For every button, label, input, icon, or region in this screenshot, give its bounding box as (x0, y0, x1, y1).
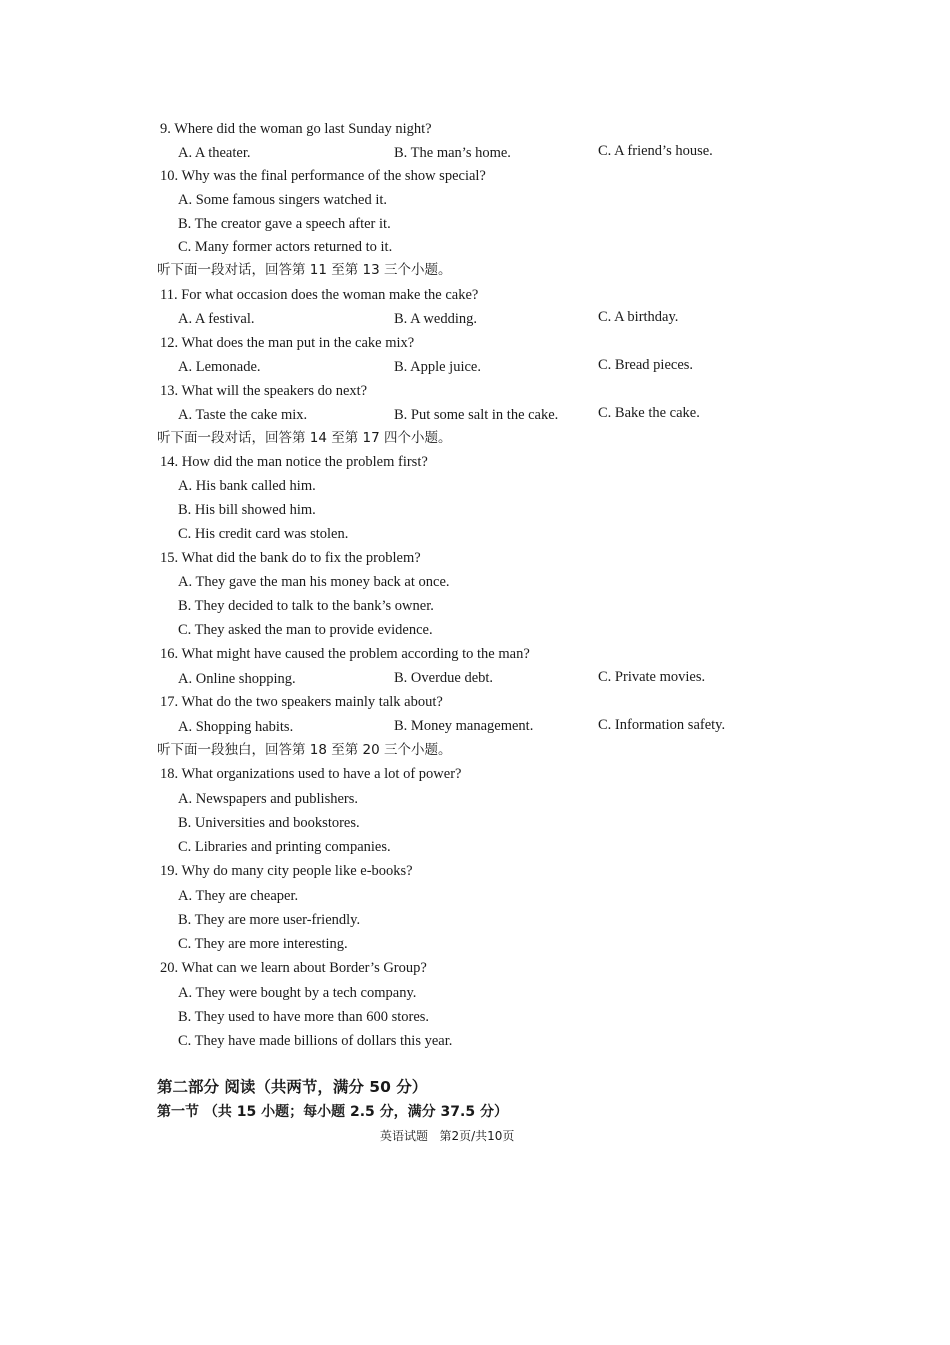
question-stem: 15. What did the bank do to fix the problem? (160, 550, 421, 566)
option-b: B. A wedding. (394, 311, 477, 327)
option-a: A. Lemonade. (178, 359, 261, 375)
option-b: B. They are more user-friendly. (178, 912, 361, 928)
question-stem: 17. What do the two speakers mainly talk about? (160, 694, 443, 710)
question-stem: 12. What does the man put in the cake mix? (160, 335, 415, 351)
question-stem: 11. For what occasion does the woman make the cake? (160, 287, 479, 303)
option-c: C. Bake the cake. (598, 405, 700, 421)
option-a: A. Shopping habits. (178, 719, 294, 735)
question-stem: 18. What organizations used to have a lot of power? (160, 766, 462, 782)
option-a: A. Taste the cake mix. (178, 407, 308, 423)
section-instruction: 听下面一段独白，回答第 18 至第 20 三个小题。 (157, 742, 452, 758)
option-a: A. They are cheaper. (178, 888, 299, 904)
question-stem: 20. What can we learn about Border’s Group? (160, 960, 427, 976)
option-b: B. Put some salt in the cake. (394, 407, 559, 423)
section-one-title: 第一节 （共 15 小题；每小题 2.5 分，满分 37.5 分） (157, 1104, 508, 1120)
option-a: A. A theater. (178, 145, 251, 161)
question-stem: 16. What might have caused the problem according to the man? (160, 646, 530, 662)
option-c: C. A friend’s house. (598, 143, 713, 159)
option-a: A. Some famous singers watched it. (178, 192, 388, 208)
option-c: C. Libraries and printing companies. (178, 839, 391, 855)
option-b: B. Apple juice. (394, 359, 481, 375)
question-stem: 19. Why do many city people like e-books? (160, 863, 413, 879)
question-stem: 10. Why was the final performance of the show special? (160, 168, 486, 184)
option-a: A. His bank called him. (178, 478, 316, 494)
part-two-title: 第二部分 阅读（共两节，满分 50 分） (157, 1078, 428, 1096)
option-c: C. Many former actors returned to it. (178, 239, 393, 255)
option-c: C. Information safety. (598, 717, 726, 733)
option-b: B. Universities and bookstores. (178, 815, 360, 831)
option-a: A. Online shopping. (178, 671, 296, 687)
option-c: C. His credit card was stolen. (178, 526, 349, 542)
option-b: B. The man’s home. (394, 145, 511, 161)
option-c: C. Bread pieces. (598, 357, 694, 373)
option-c: C. They are more interesting. (178, 936, 348, 952)
option-b: B. Overdue debt. (394, 670, 494, 686)
question-stem: 9. Where did the woman go last Sunday night? (160, 121, 432, 137)
option-b: B. They used to have more than 600 stores. (178, 1009, 430, 1025)
option-c: C. They have made billions of dollars this year. (178, 1033, 453, 1049)
option-c: C. A birthday. (598, 309, 679, 325)
section-instruction: 听下面一段对话，回答第 11 至第 13 三个小题。 (157, 262, 452, 278)
option-b: B. They decided to talk to the bank’s owner. (178, 598, 434, 614)
option-a: A. A festival. (178, 311, 255, 327)
question-stem: 14. How did the man notice the problem first? (160, 454, 428, 470)
section-instruction: 听下面一段对话，回答第 14 至第 17 四个小题。 (157, 430, 452, 446)
option-a: A. Newspapers and publishers. (178, 791, 359, 807)
option-a: A. They gave the man his money back at once. (178, 574, 450, 590)
page-footer: 英语试题 第2页/共10页 (380, 1129, 515, 1143)
question-stem: 13. What will the speakers do next? (160, 383, 368, 399)
option-c: C. They asked the man to provide evidence. (178, 622, 433, 638)
option-b: B. The creator gave a speech after it. (178, 216, 391, 232)
option-c: C. Private movies. (598, 669, 706, 685)
option-a: A. They were bought by a tech company. (178, 985, 417, 1001)
option-b: B. His bill showed him. (178, 502, 316, 518)
option-b: B. Money management. (394, 718, 534, 734)
